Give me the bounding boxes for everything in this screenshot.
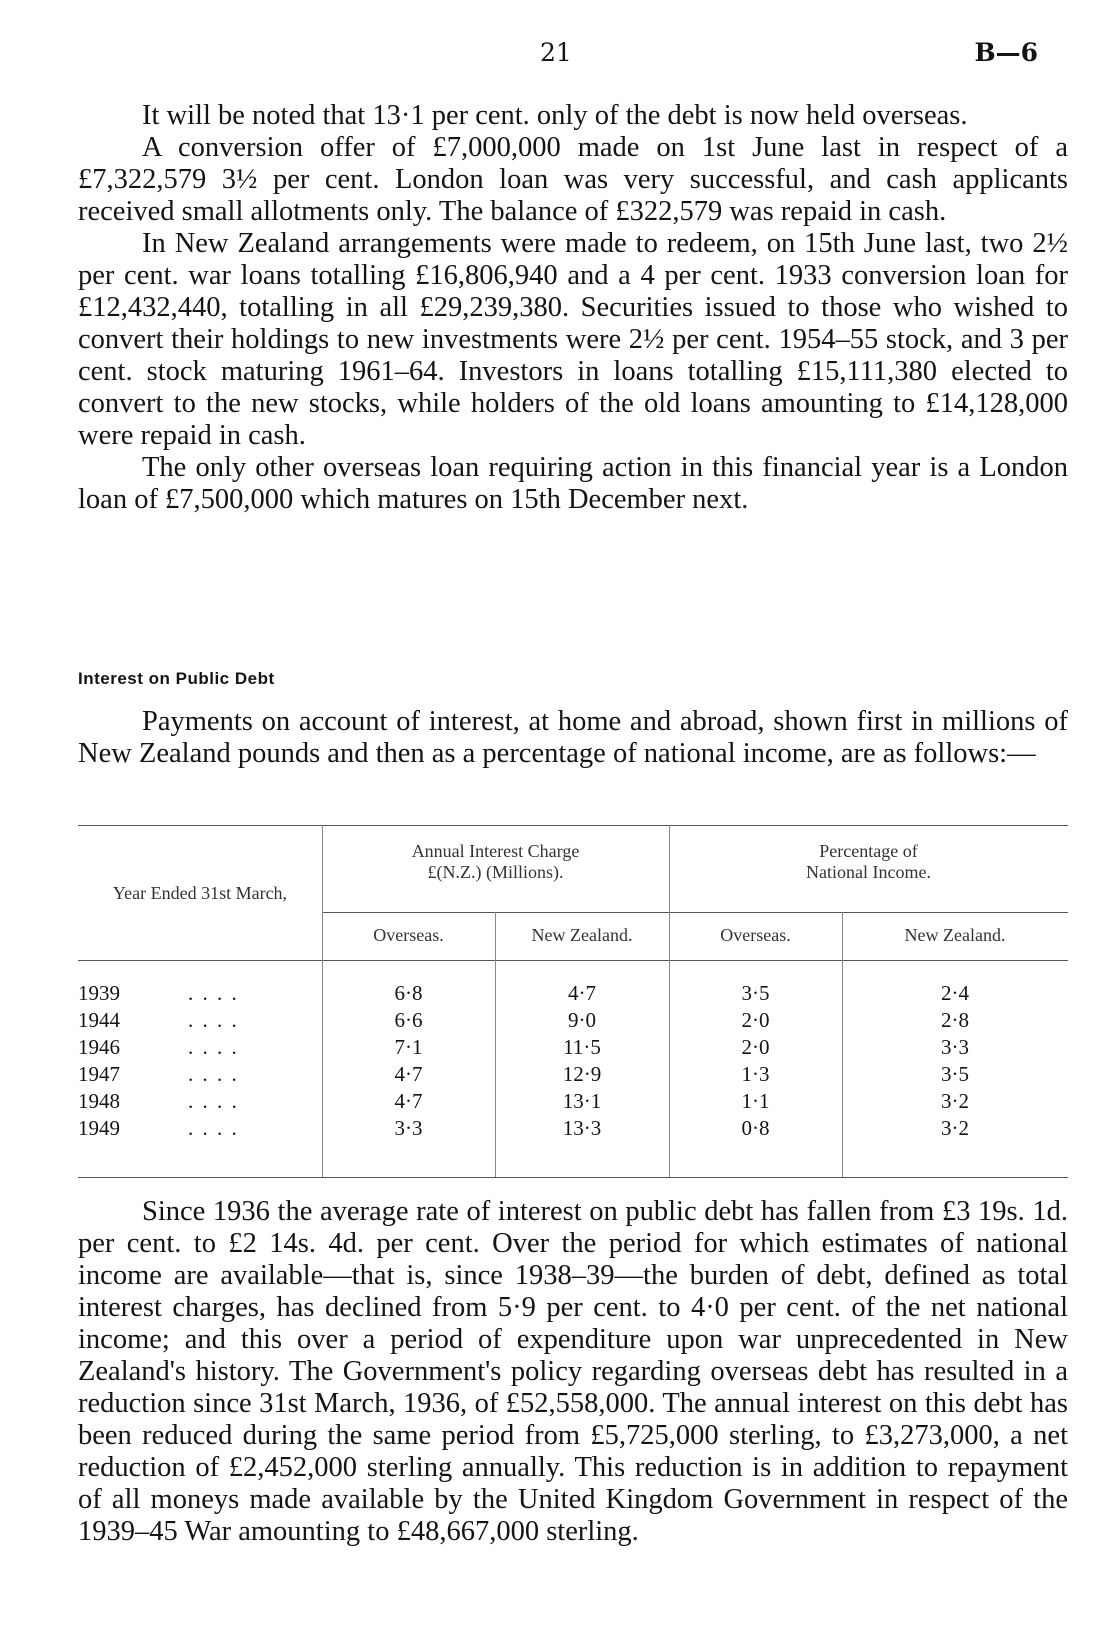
pct-overseas-cell: 1·3 xyxy=(741,1062,770,1086)
charge-nz-cell: 12·9 xyxy=(562,1062,602,1086)
year-cell: 1944 xyxy=(78,1008,120,1032)
charge-overseas-cell: 4·7 xyxy=(394,1062,423,1086)
leader-dots: . . . . xyxy=(188,1062,239,1086)
pct-nz-cell: 2·8 xyxy=(941,1008,969,1032)
paragraph-overseas-share: It will be noted that 13·1 per cent. only of the debt is now held overseas. xyxy=(142,100,968,131)
charge-nz-cell: 9·0 xyxy=(568,1008,596,1032)
charge-nz-cell: 13·1 xyxy=(562,1089,602,1113)
page-number: 21 xyxy=(540,38,572,67)
charge-group-header-line1: Annual Interest Charge xyxy=(411,841,580,861)
table-row xyxy=(78,1116,1068,1144)
document-code: B—6 xyxy=(974,38,1038,67)
table-row xyxy=(78,1035,1068,1063)
table-bottom-rule xyxy=(78,1177,1068,1178)
leader-dots: . . . . xyxy=(188,1008,239,1032)
table-group-rule xyxy=(322,912,1068,913)
charge-overseas-cell: 6·8 xyxy=(394,981,423,1005)
year-cell: 1939 xyxy=(78,981,120,1005)
interest-table xyxy=(78,825,1068,1178)
paragraph-interest-decline: Since 1936 the average rate of interest on public debt has fallen from £3 19s. 1d. per cent. to £2 14s. 4d. per cent. Over the period for which estimates of national income are available—that is, since 1938–39—the burden of debt, defined as total interest charges, has declined from 5·9 per cent. to 4·0 per cent. of the net national income; and this over a period of expenditure upon war unprecedented in New Zealand's history. The Government's policy regarding overseas debt has resulted in a reduction since 31st March, 1936, of £52,558,000. The annual interest on this debt has been reduced during the same period from £5,725,000 sterling, to £3,273,000, a net reduction of £2,452,000 sterling annually. This reduction is in addition to repayment of all moneys made available by the United Kingdom Government in respect of the 1939–45 War amounting to £48,667,000 sterling. xyxy=(78,1196,1068,1547)
pct-overseas-cell: 0·8 xyxy=(741,1116,770,1140)
col-header-pct-overseas: Overseas. xyxy=(720,925,791,945)
col-header-pct-nz: New Zealand. xyxy=(904,925,1006,945)
pct-nz-cell: 3·3 xyxy=(941,1035,969,1059)
charge-nz-cell: 11·5 xyxy=(563,1035,601,1059)
charge-overseas-cell: 3·3 xyxy=(394,1116,423,1140)
charge-nz-cell: 4·7 xyxy=(568,981,596,1005)
pct-overseas-cell: 2·0 xyxy=(741,1008,770,1032)
pct-group-header-line1: Percentage of xyxy=(819,841,918,861)
table-row xyxy=(78,1062,1068,1090)
year-cell: 1948 xyxy=(78,1089,120,1113)
leader-dots: . . . . xyxy=(188,1035,239,1059)
charge-overseas-cell: 6·6 xyxy=(394,1008,423,1032)
pct-overseas-cell: 2·0 xyxy=(741,1035,770,1059)
paragraph-nz-redemption: In New Zealand arrangements were made to redeem, on 15th June last, two 2½ per cent. war loans totalling £16,806,940 and a 4 per cent. 1933 conversion loan for £12,432,440, totalling in all £29,239,380. Securities issued to those who wished to convert their holdings to new investments were 2½ per cent. 1954–55 stock, and 3 per cent. stock maturing 1961–64. Investors in loans totalling £15,111,380 elected to convert to the new stocks, while holders of the old loans amounting to £14,128,000 were repaid in cash. xyxy=(78,228,1068,451)
intro-text xyxy=(78,100,1068,516)
stub-header: Year Ended 31st March, xyxy=(112,883,288,903)
paragraph-london-loan: The only other overseas loan requiring action in this financial year is a London loan of £7,500,000 which matures on 15th December next. xyxy=(78,452,1068,515)
charge-group-header-line2: £(N.Z.) (Millions). xyxy=(427,862,564,882)
year-cell: 1946 xyxy=(78,1035,120,1059)
charge-overseas-cell: 7·1 xyxy=(394,1035,423,1059)
paragraph-table-intro: Payments on account of interest, at home and abroad, shown first in millions of New Zealand pounds and then as a percentage of national income, are as follows:— xyxy=(78,706,1068,769)
year-cell: 1947 xyxy=(78,1062,120,1086)
leader-dots: . . . . xyxy=(188,981,239,1005)
table-row xyxy=(78,1089,1068,1117)
section-heading: Interest on Public Debt xyxy=(78,669,275,688)
pct-nz-cell: 2·4 xyxy=(941,981,969,1005)
col-header-charge-nz: New Zealand. xyxy=(531,925,633,945)
pct-nz-cell: 3·2 xyxy=(941,1116,969,1140)
paragraph-conversion-offer: A conversion offer of £7,000,000 made on 1st June last in respect of a £7,322,579 3½ per cent. London loan was very successful, and cash applicants received small allotments only. The balance of £322,579 was repaid in cash. xyxy=(78,132,1068,227)
charge-nz-cell: 13·3 xyxy=(562,1116,602,1140)
table-intro-text xyxy=(78,706,1068,770)
table-top-rule xyxy=(78,825,1068,826)
col-header-charge-overseas: Overseas. xyxy=(373,925,444,945)
table-row xyxy=(78,1008,1068,1036)
year-cell: 1949 xyxy=(78,1116,120,1140)
pct-overseas-cell: 3·5 xyxy=(741,981,770,1005)
charge-overseas-cell: 4·7 xyxy=(394,1089,423,1113)
pct-group-header-line2: National Income. xyxy=(806,862,931,882)
closing-text xyxy=(78,1196,1068,1548)
leader-dots: . . . . xyxy=(188,1089,239,1113)
table-row xyxy=(78,981,1068,1009)
pct-overseas-cell: 1·1 xyxy=(741,1089,770,1113)
pct-nz-cell: 3·2 xyxy=(941,1089,969,1113)
leader-dots: . . . . xyxy=(188,1116,239,1140)
pct-nz-cell: 3·5 xyxy=(941,1062,969,1086)
table-header-rule xyxy=(78,960,1068,961)
